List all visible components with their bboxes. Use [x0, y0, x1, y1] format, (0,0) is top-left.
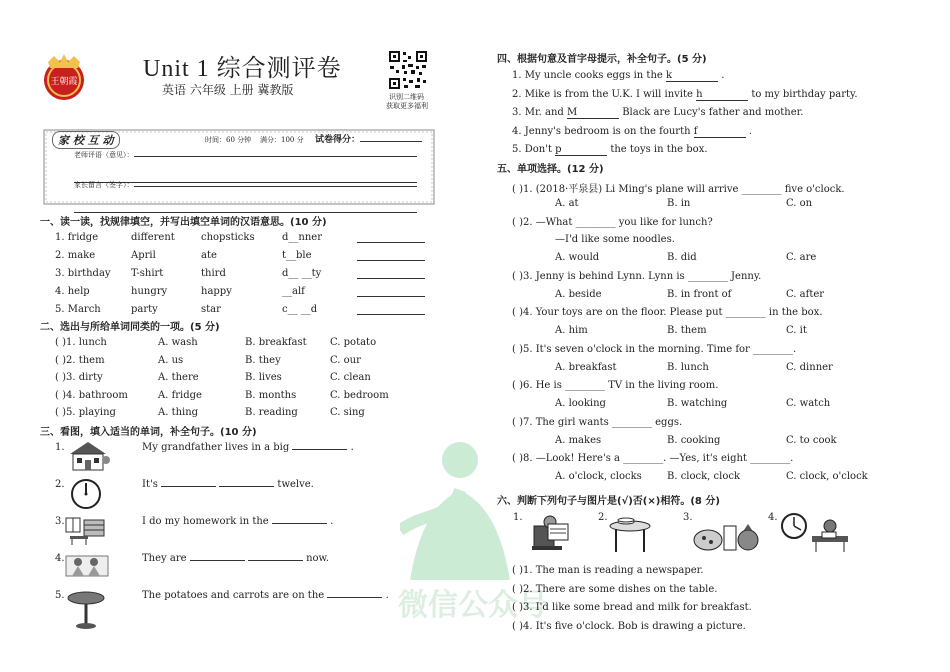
- option-c[interactable]: C. dinner: [786, 361, 833, 373]
- option[interactable]: A. wash: [158, 337, 198, 348]
- answer-blank[interactable]: [161, 486, 216, 487]
- pic-label: 3.: [683, 512, 693, 523]
- fill-sentence: [512, 144, 708, 156]
- sentence-text: .: [350, 442, 354, 453]
- qr-caption: 识别二维码: [389, 93, 424, 101]
- option[interactable]: C. bedroom: [330, 389, 389, 401]
- table-picture: [66, 590, 106, 634]
- sentence-text: I do my homework in the: [142, 516, 269, 527]
- option-c[interactable]: C. watch: [786, 398, 831, 409]
- section-6-title: 六、判断下列句子与图片是(√)否(×)相符。(8 分): [497, 496, 720, 507]
- option-b[interactable]: B. in: [667, 198, 691, 209]
- food-picture: [692, 516, 762, 556]
- option[interactable]: A. thing: [158, 407, 199, 418]
- sentence-text: .: [330, 516, 334, 527]
- option-c[interactable]: C. clock, o'clock: [786, 471, 868, 482]
- word-cell: 3. birthday: [55, 268, 111, 279]
- option-a[interactable]: A. o'clock, clocks: [555, 471, 642, 482]
- word-cell: 5. March: [55, 304, 101, 315]
- word-cell: April: [131, 250, 156, 261]
- section-4-title: 四、根据句意及首字母提示，补全句子。(5 分): [497, 54, 707, 65]
- watermark-logo: [400, 430, 520, 584]
- item-number: 1.: [55, 442, 65, 453]
- initial-letter: k: [666, 70, 673, 81]
- option-a[interactable]: A. looking: [555, 398, 606, 409]
- answer-blank[interactable]: [272, 523, 327, 524]
- answer-blank[interactable]: [696, 89, 748, 101]
- question: ( )4. Your toys are on the floor. Please put ________ in the box.: [512, 307, 823, 318]
- option[interactable]: B. lives: [245, 372, 282, 383]
- fill-sentence: [512, 126, 752, 138]
- house-picture: [66, 440, 110, 476]
- option-b[interactable]: B. clock, clock: [667, 471, 741, 482]
- sentence-text: My grandfather lives in a big: [142, 442, 290, 453]
- sentence-text: to my birthday party.: [751, 88, 858, 100]
- option[interactable]: B. months: [245, 389, 297, 401]
- option[interactable]: C. potato: [330, 337, 377, 348]
- picture-sentence: [142, 479, 314, 490]
- page-subtitle: 英语 六年级 上册 冀教版: [162, 83, 294, 97]
- answer-blank[interactable]: [327, 597, 382, 598]
- question: ( )7. The girl wants ________ eggs.: [512, 416, 683, 428]
- page-title: Unit 1 综合测评卷: [143, 56, 342, 82]
- word-cell[interactable]: d__ __ty: [282, 268, 322, 279]
- parent-comment[interactable]: 家长留言（签字）：: [74, 180, 417, 190]
- item-number: 2.: [55, 479, 65, 490]
- score-label: 试卷得分：: [315, 132, 422, 145]
- picture-sentence: [142, 553, 329, 564]
- answer-blank[interactable]: [357, 278, 425, 279]
- sentence-text: 4. Jenny's bedroom is on the fourth: [512, 125, 691, 137]
- answer-blank[interactable]: [357, 296, 425, 297]
- word-cell: 1. fridge: [55, 232, 99, 243]
- question-item: ( )4. bathroom: [55, 389, 128, 401]
- option-b[interactable]: B. cooking: [667, 434, 721, 446]
- option[interactable]: B. reading: [245, 407, 298, 418]
- option-c[interactable]: C. it: [786, 325, 807, 336]
- study-room-picture: [64, 514, 108, 550]
- option[interactable]: C. our: [330, 354, 361, 366]
- watermark-text: 微信公众号: [398, 588, 548, 623]
- word-cell: happy: [201, 286, 232, 297]
- sentence-text: the toys in the box.: [610, 144, 708, 155]
- pic-label: 1.: [513, 512, 523, 523]
- sentence-text: They are: [142, 553, 187, 564]
- fill-sentence: [512, 107, 804, 119]
- word-cell: T-shirt: [131, 268, 164, 279]
- section-2-title: 二、选出与所给单词同类的一项。(5 分): [40, 322, 220, 333]
- sentence-text: 3. Mr. and: [512, 107, 564, 118]
- answer-blank[interactable]: [357, 260, 425, 261]
- answer-blank[interactable]: [248, 560, 303, 561]
- sentence-text: now.: [306, 553, 330, 564]
- option-a[interactable]: A. breakfast: [555, 361, 617, 373]
- home-school-label: 家 校 互 动: [52, 131, 120, 149]
- pic-label: 2.: [598, 512, 608, 523]
- judge-item[interactable]: ( )2. There are some dishes on the table.: [512, 583, 718, 595]
- option-c[interactable]: C. after: [786, 288, 825, 300]
- option-a[interactable]: A. him: [555, 325, 588, 336]
- question: ( )1. (2018·平泉县) Li Ming's plane will arrive ________ five o'clock.: [512, 184, 845, 195]
- word-cell[interactable]: c__ __d: [282, 304, 318, 315]
- answer-blank[interactable]: [190, 560, 245, 561]
- option-a[interactable]: A. beside: [555, 288, 602, 300]
- sentence-text: .: [748, 125, 753, 137]
- item-number: 3.: [55, 516, 65, 527]
- sentence-text: 2. Mike is from the U.K. I will invite: [512, 88, 693, 100]
- question: ( )5. It's seven o'clock in the morning. Time for ________.: [512, 343, 797, 355]
- section-5-title: 五、单项选择。(12 分): [497, 164, 604, 175]
- question-line2: —I'd like some noodles.: [555, 234, 675, 245]
- question: ( )8. —Look! Here's a ________. —Yes, it's eight ________.: [512, 453, 794, 464]
- initial-letter: h: [696, 88, 703, 100]
- man-reading-picture: [528, 512, 572, 556]
- sentence-text: .: [385, 590, 389, 601]
- initial-letter: M: [567, 107, 578, 118]
- word-cell[interactable]: d__nner: [282, 232, 322, 243]
- word-cell: 2. make: [55, 250, 96, 261]
- answer-blank[interactable]: [567, 107, 619, 119]
- sentence-text: Black are Lucy's father and mother.: [622, 107, 804, 118]
- initial-letter: p: [555, 144, 562, 155]
- word-cell[interactable]: __alf: [282, 286, 305, 297]
- logo-text: 王朝霞: [50, 77, 78, 87]
- option[interactable]: C. sing: [330, 407, 365, 418]
- question-item: ( )2. them: [55, 354, 105, 366]
- sentence-text: The potatoes and carrots are on the: [142, 590, 325, 601]
- question: ( )6. He is ________ TV in the living room.: [512, 380, 719, 391]
- item-number: 5.: [55, 590, 65, 601]
- judge-item[interactable]: ( )1. The man is reading a newspaper.: [512, 565, 704, 576]
- question-item: ( )5. playing: [55, 407, 116, 418]
- option-c[interactable]: C. on: [786, 198, 813, 209]
- section-1-title: 一、读一读，找规律填空，并写出填空单词的汉语意思。(10 分): [40, 217, 327, 228]
- word-cell: hungry: [131, 286, 168, 297]
- word-cell: different: [131, 232, 175, 243]
- picture-sentence: [142, 516, 333, 527]
- clock-boy-picture: [780, 512, 852, 558]
- judge-item[interactable]: ( )3. I'd like some bread and milk for breakfast.: [512, 602, 752, 613]
- option-b[interactable]: B. watching: [667, 398, 728, 409]
- answer-blank[interactable]: [357, 314, 425, 315]
- answer-blank[interactable]: [694, 126, 746, 138]
- word-cell: star: [201, 304, 221, 315]
- option-b[interactable]: B. lunch: [667, 361, 709, 373]
- answer-blank[interactable]: [219, 486, 274, 487]
- option-a[interactable]: A. makes: [555, 434, 602, 446]
- full-score: 满分：100 分: [260, 136, 304, 144]
- option-c[interactable]: C. are: [786, 252, 817, 263]
- word-cell: 4. help: [55, 286, 90, 297]
- sentence-text: 5. Don't: [512, 144, 552, 155]
- question: ( )2. —What ________ you like for lunch?: [512, 216, 713, 228]
- answer-blank[interactable]: [555, 144, 607, 156]
- initial-letter: f: [693, 125, 698, 137]
- answer-blank[interactable]: [357, 242, 425, 243]
- option-c[interactable]: C. to cook: [786, 434, 837, 446]
- option[interactable]: C. clean: [330, 372, 371, 383]
- question: ( )3. Jenny is behind Lynn. Lynn is ________ Jenny.: [512, 270, 762, 282]
- teacher-comment[interactable]: 老师评语（意见）：: [74, 150, 417, 160]
- option-a[interactable]: A. at: [555, 198, 579, 209]
- option[interactable]: A. fridge: [158, 389, 202, 401]
- picture-sentence: [142, 442, 354, 453]
- pic-label: 4.: [768, 512, 778, 523]
- option[interactable]: A. us: [158, 354, 184, 366]
- fill-sentence: [512, 89, 858, 101]
- judge-item[interactable]: ( )4. It's five o'clock. Bob is drawing a picture.: [512, 620, 746, 632]
- answer-blank[interactable]: [666, 70, 718, 82]
- option-b[interactable]: B. them: [667, 325, 707, 336]
- word-cell[interactable]: t__ble: [282, 250, 312, 261]
- item-number: 4.: [55, 553, 65, 564]
- option[interactable]: B. breakfast: [245, 337, 307, 348]
- sentence-text: It's: [142, 479, 158, 490]
- sentence-text: twelve.: [277, 479, 314, 490]
- option-b[interactable]: B. did: [667, 252, 697, 263]
- option-a[interactable]: A. would: [555, 252, 600, 263]
- table-dishes-picture: [606, 514, 654, 558]
- word-cell: ate: [201, 250, 217, 261]
- word-cell: third: [201, 268, 226, 279]
- answer-blank[interactable]: [292, 449, 347, 450]
- children-picture: [64, 550, 110, 584]
- time-limit: 时间：60 分钟: [205, 136, 252, 144]
- option[interactable]: A. there: [158, 372, 199, 383]
- clock-picture: [70, 478, 102, 514]
- option[interactable]: B. they: [245, 354, 281, 366]
- picture-sentence: [142, 590, 389, 601]
- option-b[interactable]: B. in front of: [667, 288, 732, 300]
- sentence-text: .: [721, 70, 725, 81]
- word-cell: chopsticks: [201, 232, 255, 243]
- publisher-logo: [38, 52, 90, 106]
- section-3-title: 三、看图，填入适当的单词，补全句子。(10 分): [40, 427, 257, 438]
- question-item: ( )1. lunch: [55, 337, 107, 348]
- sentence-text: 1. My uncle cooks eggs in the: [512, 70, 663, 81]
- qr-caption: 获取更多福利: [386, 102, 428, 110]
- question-item: ( )3. dirty: [55, 372, 103, 383]
- fill-sentence: [512, 70, 724, 82]
- word-cell: party: [131, 304, 158, 315]
- qr-code[interactable]: [388, 50, 428, 94]
